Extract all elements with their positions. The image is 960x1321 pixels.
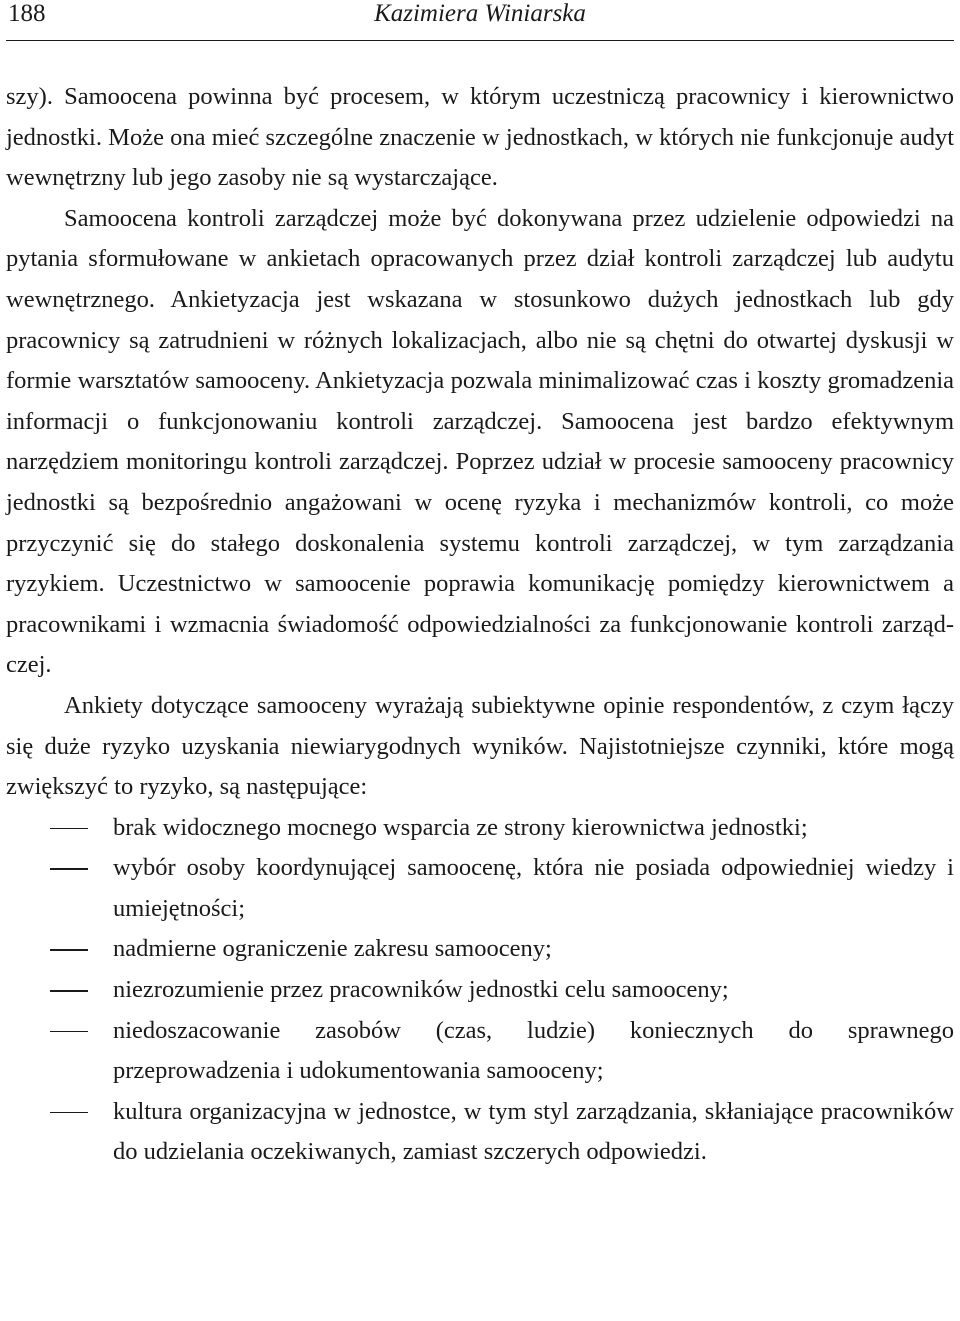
list-item bbox=[6, 929, 954, 970]
dash-bullet-icon bbox=[50, 868, 88, 870]
list-item-text: brak widocznego mocnego wsparcia ze strony kierownictwa jednostki; bbox=[113, 813, 808, 841]
dash-bullet-icon bbox=[50, 990, 88, 992]
paragraph-self-assessment-surveys: Samoocena kontroli zarządczej może być dokonywana przez udzielenie odpowiedzi na pytania sformułowane w ankietach opracowanych przez dział kontroli zarządczej lub audytu wewnętrznego. Ankietyzacja jest wskazana w stosunkowo dużych jednostkach lub gdy pracownicy są zatrudnieni w różnych lokalizacjach, albo nie są chętni do otwartej dyskusji w formie warsztatów samooceny. Ankietyzacja pozwala minimalizować czas i koszty gromadzenia informacji o funkcjonowaniu kontroli zarządczej. Samoocena jest bardzo efektywnym narzędziem monitoringu kontroli zarządczej. Poprzez udział w procesie samooceny pracownicy jednostki są bezpośrednio angażowani w ocenę ryzyka i mechanizmów kontroli, co może przyczynić się do stałego doskonalenia systemu kontroli zarządczej, w tym zarządzania ryzykiem. Uczestnictwo w samoocenie poprawia komunikację pomiędzy kierownictwem a pracownikami i wzmacnia świadomość odpowiedzialności za funkcjonowanie kontroli zarządczej. bbox=[6, 204, 954, 679]
list-item bbox=[6, 808, 954, 849]
paragraph-continuation: szy). Samoocena powinna być procesem, w którym uczestniczą pracownicy i kierownictwo jednostki. Może ona mieć szczególne znaczenie w jednostkach, w których nie funkcjonuje audyt wewnętrzny lub jego zasoby nie są wystarczające. bbox=[6, 83, 954, 192]
list-item-text: niedoszacowanie zasobów (czas, ludzie) koniecznych do sprawnego przeprowadzenia i udokumentowania samooceny; bbox=[113, 1016, 954, 1085]
page-number: 188 bbox=[8, 0, 46, 27]
list-item bbox=[6, 1092, 954, 1173]
dash-bullet-icon bbox=[50, 1031, 88, 1033]
list-item-text: wybór osoby koordynującej samoocenę, która nie posiada odpowiedniej wiedzy i umiejętności; bbox=[113, 854, 954, 922]
list-item-text: kultura organizacyjna w jednostce, w tym styl zarządzania, skłaniające pracowników do udzielania oczekiwanych, zamiast szczerych odpowiedzi. bbox=[113, 1097, 954, 1166]
list-item bbox=[6, 970, 954, 1011]
running-title: Kazimiera Winiarska bbox=[374, 0, 586, 27]
dash-bullet-icon bbox=[50, 949, 88, 951]
dash-bullet-icon bbox=[50, 828, 88, 830]
list-item-text: nadmierne ograniczenie zakresu samooceny; bbox=[113, 935, 552, 963]
book-page bbox=[6, 0, 954, 1173]
paragraph-survey-risks: Ankiety dotyczące samooceny wyrażają subiektywne opinie respondentów, z czym łączy się duże ryzyko uzyskania niewiarygodnych wyników. Najistotniejsze czynniki, które mogą zwiększyć to ryzyko, są następujące: bbox=[6, 691, 954, 801]
list-item bbox=[6, 1011, 954, 1092]
running-header bbox=[6, 0, 954, 41]
list-item-text: niezrozumienie przez pracowników jednostki celu samooceny; bbox=[113, 976, 729, 1004]
risk-factors-list bbox=[6, 808, 954, 1173]
body-text bbox=[6, 77, 954, 1173]
dash-bullet-icon bbox=[50, 1112, 88, 1114]
list-item bbox=[6, 848, 954, 929]
